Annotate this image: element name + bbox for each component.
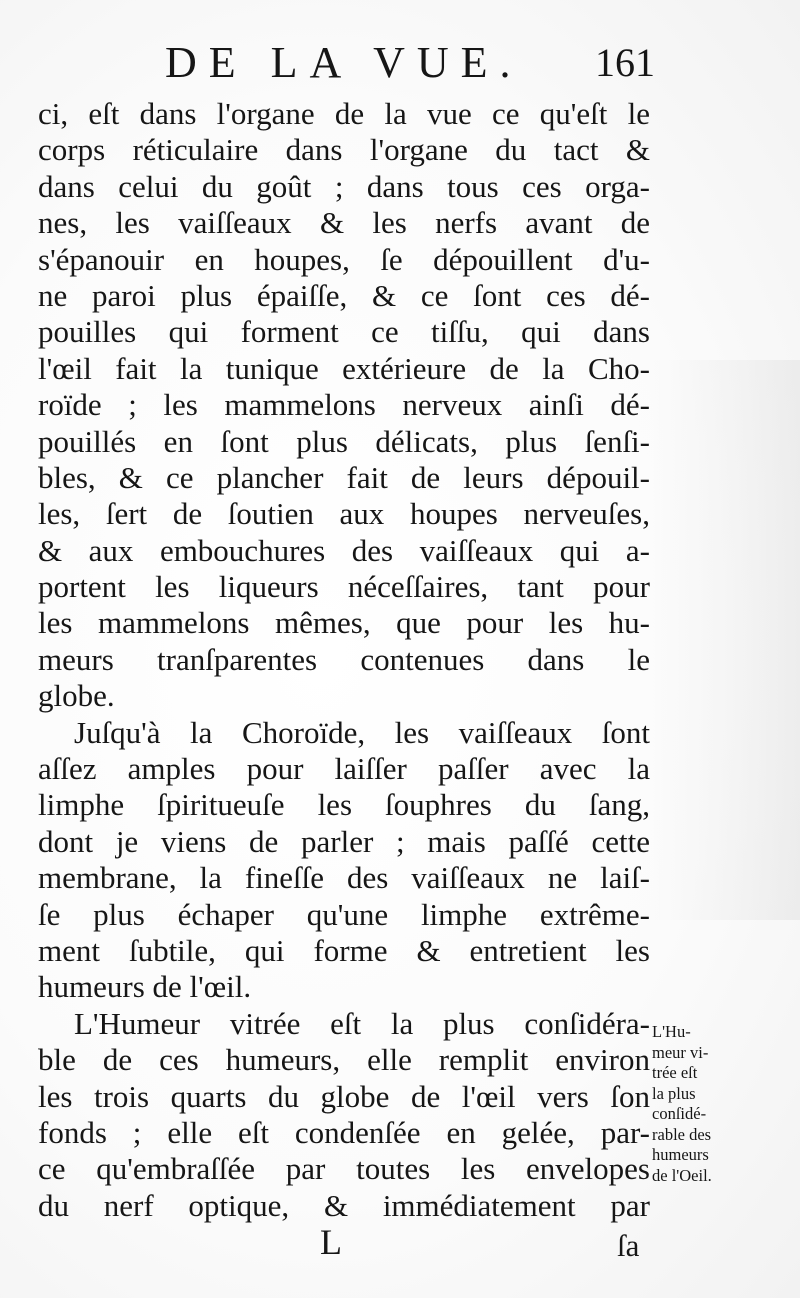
text-line: aſſez amples pour laiſſer paſſer avec la [38,751,650,787]
text-line: ment ſubtile, qui forme & entretient les [38,932,650,968]
signature-mark: L [320,1222,342,1262]
text-line: roïde ; les mammelons nerveux ainſi dé- [38,387,650,423]
marginal-note-line: meur vi- [652,1042,709,1062]
text-line: membrane, la fineſſe des vaiſſeaux ne laiſ- [38,860,650,896]
marginal-note-line: humeurs [652,1145,709,1164]
text-line: ci, eſt dans l'organe de la vue ce qu'eſt le [38,96,650,131]
text-line: du nerf optique, & immédiatement par [38,1187,650,1223]
marginal-note-line: trée eſt [652,1063,698,1082]
text-line: bles, & ce plancher fait de leurs dépouil- [38,459,650,495]
text-line: ble de ces humeurs, elle remplit environ [38,1042,650,1078]
text-line: meurs tranſparentes contenues dans le [38,641,650,677]
paragraph-vitreous-humour [38,1006,650,1224]
marginal-note-line: rable des [652,1124,712,1144]
bleed-through-shadow [650,360,800,920]
marginal-note-line: conſidé- [652,1104,707,1123]
marginal-note-line: la plus [652,1083,696,1103]
text-line: ce qu'embraſſée par toutes les envelopes [38,1151,650,1187]
text-line: L'Humeur vitrée eſt la plus conſidéra- [74,1005,650,1041]
page-header [165,38,655,88]
text-line: ſe plus échaper qu'une limphe extrême- [38,896,650,932]
page-number: 161 [595,40,655,85]
text-line: l'œil fait la tunique extérieure de la Cho- [38,350,650,386]
marginal-note [652,1022,744,1186]
text-line: limphe ſpiritueuſe les ſouphres du ſang, [38,787,650,823]
text-line: humeurs de l'œil. [38,969,252,1005]
text-line: & aux embouchures des vaiſſeaux qui a- [38,532,650,568]
text-line: dans celui du goût ; dans tous ces orga- [38,168,650,204]
text-line: nes, les vaiſſeaux & les nerfs avant de [38,205,650,241]
text-line: ne paroi plus épaiſſe, & ce ſont ces dé- [38,277,650,313]
text-line: portent les liqueurs néceſſaires, tant pour [38,569,650,605]
text-line: s'épanouir en houpes, ſe dépouillent d'u- [38,241,650,277]
text-line: pouillés en ſont plus délicats, plus ſenſi- [38,423,650,459]
page-footer [0,1222,800,1272]
text-line: corps réticulaire dans l'organe du tact & [38,132,650,168]
text-line: les, ſert de ſoutien aux houpes nerveuſes, [38,496,650,532]
text-line: pouilles qui forment ce tiſſu, qui dans [38,314,650,350]
text-line: les mammelons mêmes, que pour les hu- [38,605,650,641]
text-line: les trois quarts du globe de l'œil vers ſon [38,1078,650,1114]
paragraph-vessels [38,715,650,1006]
text-line: dont je viens de parler ; mais paſſé cette [38,823,650,859]
running-title: DE LA VUE. [165,38,523,87]
text-line: fonds ; elle eſt condenſée en gelée, par- [38,1114,650,1150]
text-line: Juſqu'à la Choroïde, les vaiſſeaux ſont [74,714,650,750]
paragraph-choroide-tissue [38,96,650,715]
catchword: ſa [617,1228,640,1263]
marginal-note-line: de l'Oeil. [652,1165,712,1185]
marginal-note-line: L'Hu- [652,1022,691,1041]
text-line: globe. [38,678,115,714]
body-text [38,96,650,1224]
